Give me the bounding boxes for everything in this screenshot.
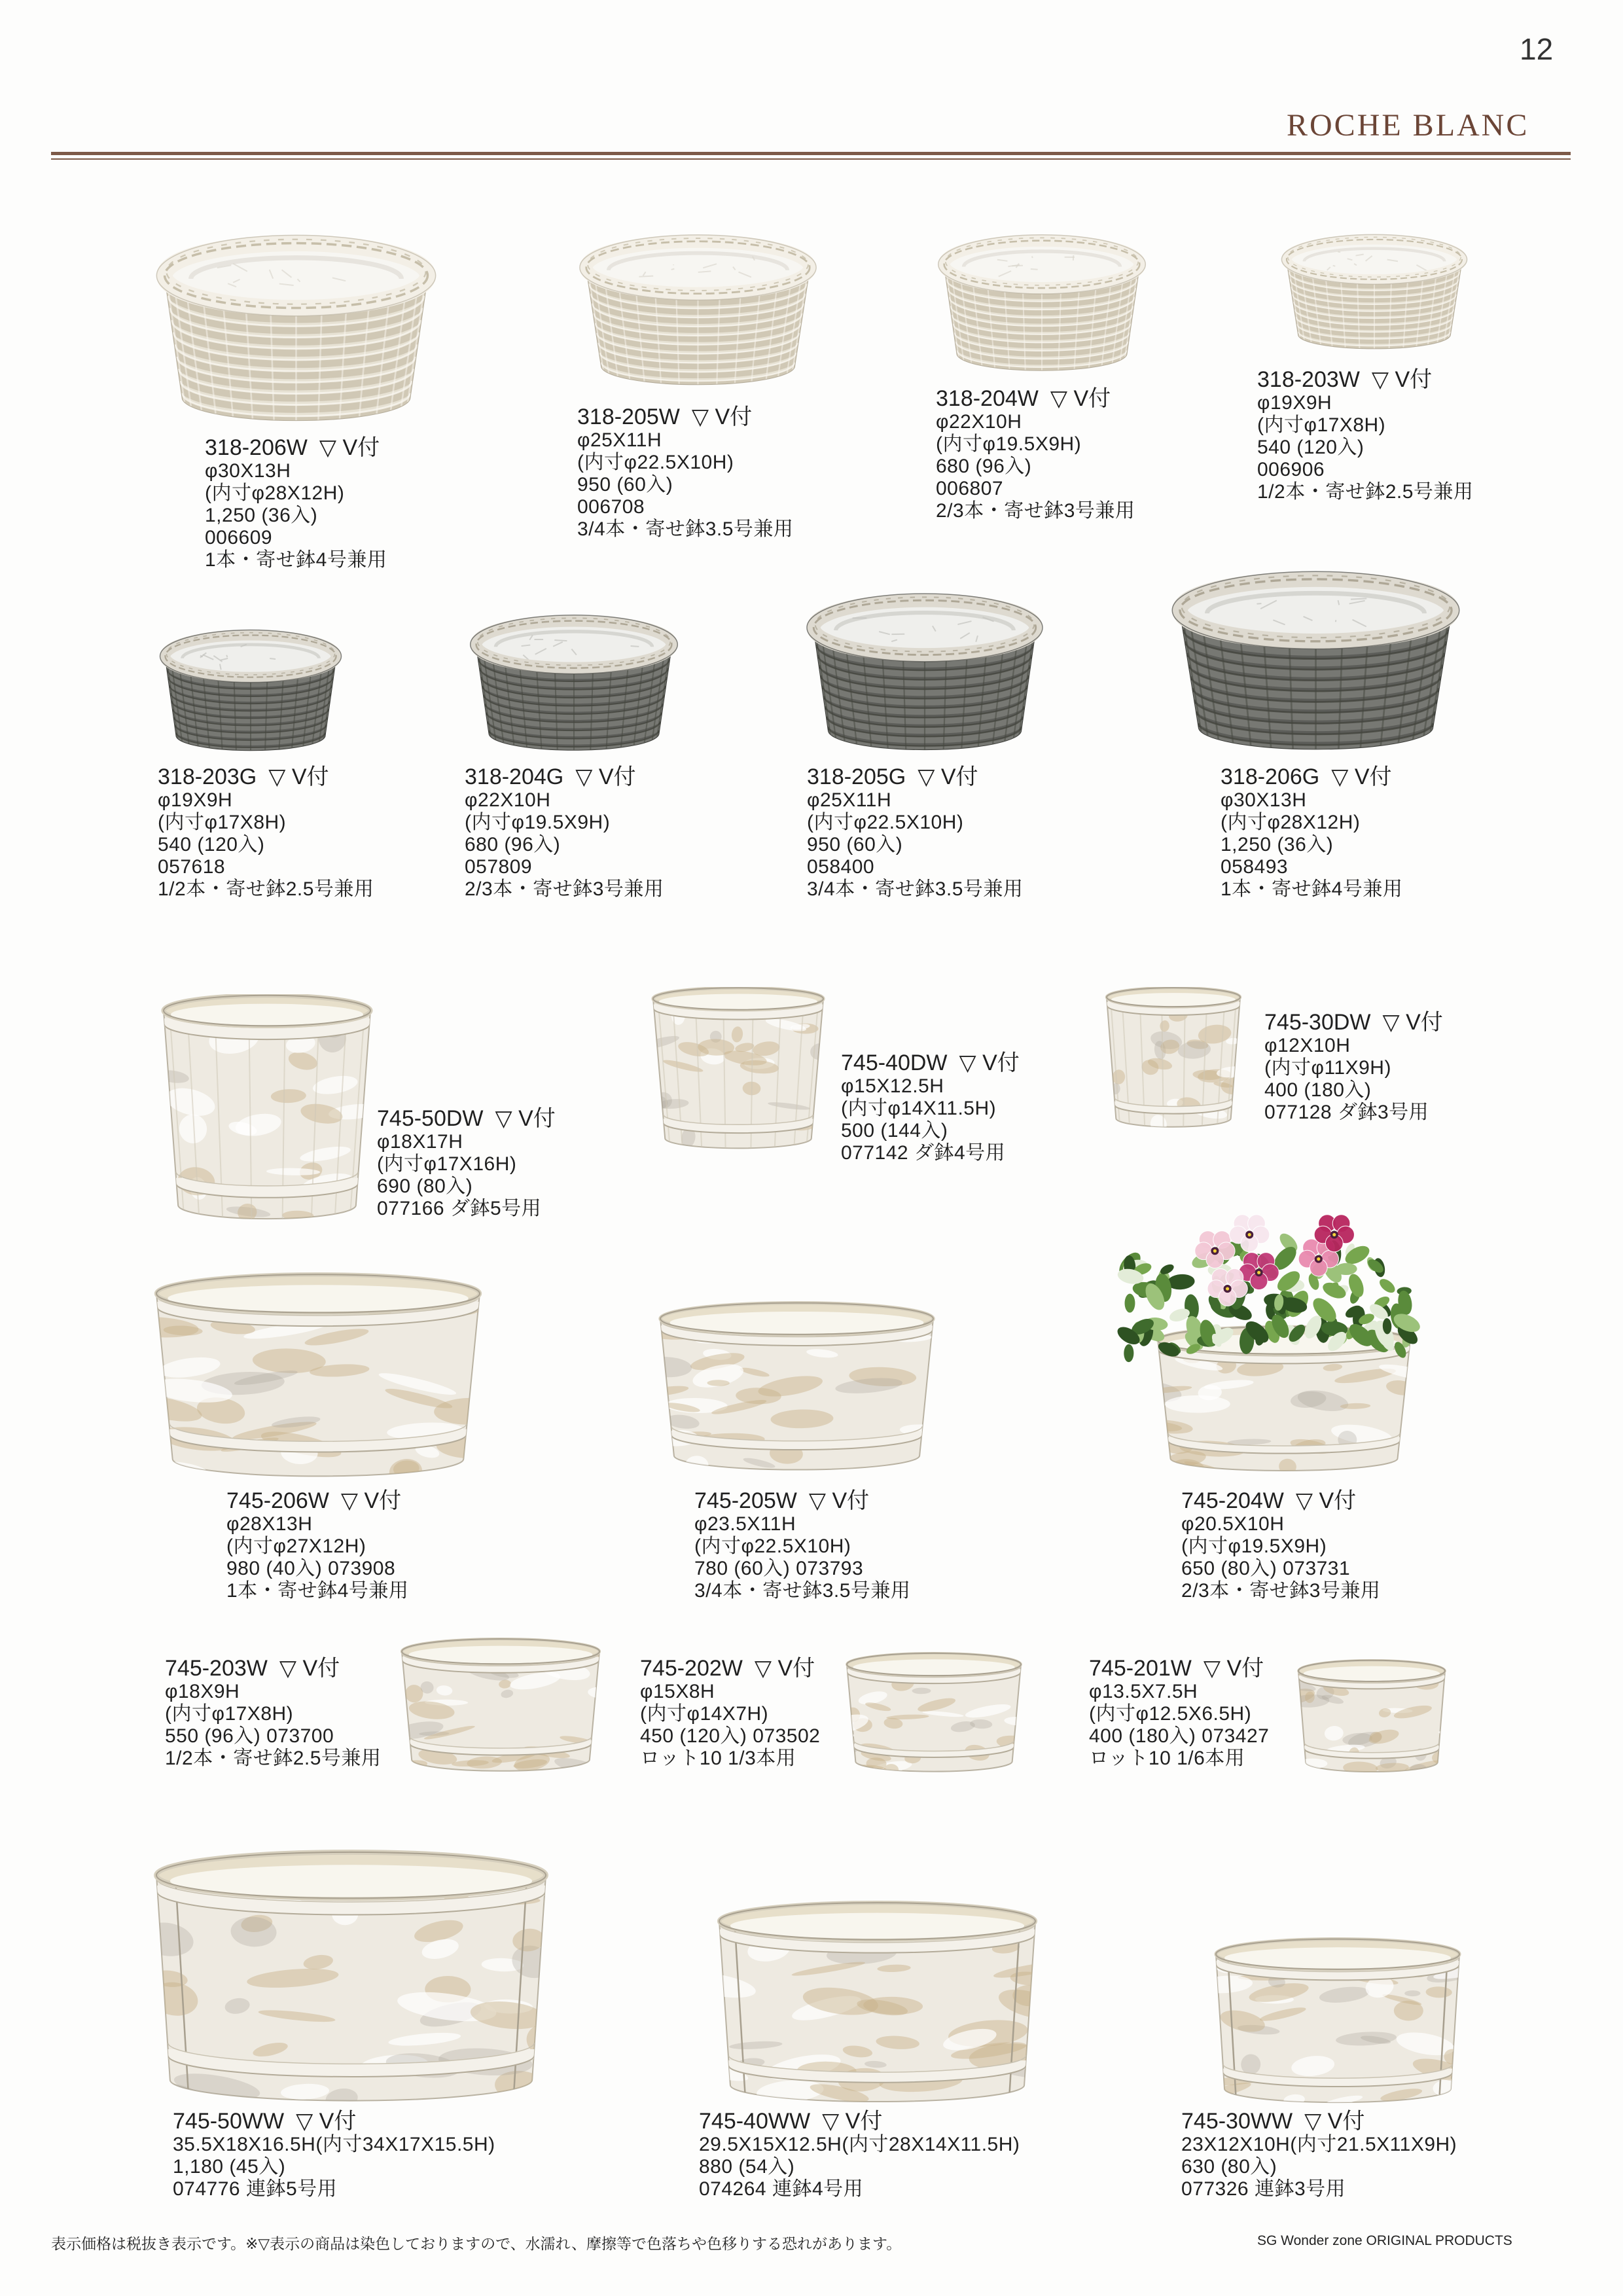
product-code-line xyxy=(173,2109,495,2134)
product-info xyxy=(173,2109,495,2200)
product-spec-line: 077128 ダ鉢3号用 xyxy=(1264,1102,1429,1123)
product-spec-line: 2/3本・寄せ鉢3号兼用 xyxy=(936,500,1135,522)
product-code: 745-206W xyxy=(226,1488,329,1513)
wicker-basket-gray-illustration xyxy=(468,614,680,753)
product-info xyxy=(1181,1488,1380,1602)
product-spec-line: 006609 xyxy=(205,527,273,548)
wicker-basket-white-illustration xyxy=(936,234,1148,373)
washed-oval-planter-illustration xyxy=(717,1901,1038,2106)
product-code: 745-30WW xyxy=(1181,2109,1293,2134)
product-spec-line: 680 (96入) xyxy=(465,834,561,855)
product-code-line xyxy=(699,2109,1020,2134)
product-spec-line: (内寸φ22.5X10H) xyxy=(694,1535,851,1557)
washed-tub-illustration xyxy=(1296,1659,1448,1776)
product-spec-line: φ22X10H xyxy=(465,789,551,811)
product-spec-line: 006708 xyxy=(577,496,645,518)
product-spec-line: 400 (180入) xyxy=(1264,1079,1372,1101)
product-code-line xyxy=(158,764,374,789)
product-photo xyxy=(399,1638,602,1776)
dyed-mark: ▽ V付 xyxy=(1050,386,1111,411)
product-photo xyxy=(577,234,819,387)
product-code-line xyxy=(1257,367,1473,392)
product-spec-line: φ15X12.5H xyxy=(841,1075,944,1097)
product-info xyxy=(377,1106,556,1220)
product-spec-line: 2/3本・寄せ鉢3号兼用 xyxy=(1181,1580,1381,1602)
brand-title: ROCHE BLANC xyxy=(1287,108,1529,143)
product-spec-line: (内寸φ14X11.5H) xyxy=(841,1098,997,1119)
product-spec-line: 450 (120入) 073502 xyxy=(640,1725,821,1747)
footer-notice: 表示価格は税抜き表示です。※▽表示の商品は染色しておりますので、水濡れ、摩擦等で色落ちや色移りする恐れがあります。 xyxy=(51,2235,902,2252)
product-spec-line: 1,180 (45入) xyxy=(173,2156,286,2178)
product-photo xyxy=(717,1901,1038,2106)
product-code-line xyxy=(226,1488,408,1513)
product-info xyxy=(1257,367,1473,503)
product-photo xyxy=(804,592,1045,753)
product-photo xyxy=(1279,234,1469,351)
product-spec-line: 3/4本・寄せ鉢3.5号兼用 xyxy=(807,878,1024,900)
product-code-line xyxy=(694,1488,910,1513)
product-code: 745-204W xyxy=(1181,1488,1284,1513)
product-info xyxy=(165,1656,381,1770)
product-spec-line: 780 (60入) 073793 xyxy=(694,1558,864,1579)
product-spec-line: 077326 連鉢3号用 xyxy=(1181,2178,1346,2200)
product-code: 318-205W xyxy=(577,404,680,429)
product-spec-line: (内寸φ28X12H) xyxy=(205,482,345,504)
product-photo xyxy=(161,994,373,1229)
dyed-mark: ▽ V付 xyxy=(754,1656,815,1681)
product-spec-line: (内寸φ11X9H) xyxy=(1264,1057,1391,1079)
dyed-mark: ▽ V付 xyxy=(340,1488,402,1513)
product-code-line xyxy=(640,1656,820,1681)
washed-tub-illustration xyxy=(154,1272,482,1484)
washed-bucket-illustration xyxy=(161,994,373,1229)
product-spec-line: 980 (40入) 073908 xyxy=(226,1558,396,1579)
product-code: 318-205G xyxy=(807,764,906,789)
product-photo xyxy=(936,234,1148,373)
product-code-line xyxy=(577,404,793,429)
dyed-mark: ▽ V付 xyxy=(918,764,978,789)
product-code: 318-203G xyxy=(158,764,257,789)
wicker-basket-gray-illustration xyxy=(158,629,344,753)
product-spec-line: 1本・寄せ鉢4号兼用 xyxy=(205,549,387,571)
product-info xyxy=(699,2109,1020,2200)
product-spec-line: 006807 xyxy=(936,478,1004,499)
product-photo xyxy=(154,1272,482,1484)
product-spec-line: (内寸φ17X8H) xyxy=(165,1703,294,1725)
product-code: 318-206G xyxy=(1221,764,1320,789)
product-spec-line: (内寸φ17X16H) xyxy=(377,1153,517,1175)
product-code-line xyxy=(165,1656,381,1681)
product-spec-line: 680 (96入) xyxy=(936,456,1032,477)
dyed-mark: ▽ V付 xyxy=(296,2109,357,2134)
dyed-mark: ▽ V付 xyxy=(1295,1488,1357,1513)
product-spec-line: 058493 xyxy=(1221,856,1289,878)
washed-tub-illustration xyxy=(844,1652,1024,1776)
dyed-mark: ▽ V付 xyxy=(1203,1656,1264,1681)
product-code-line xyxy=(1221,764,1402,789)
product-info xyxy=(226,1488,408,1602)
product-spec-line: φ19X9H xyxy=(1257,392,1332,414)
product-spec-line: 057809 xyxy=(465,856,533,878)
wicker-basket-gray-illustration xyxy=(1169,570,1462,753)
product-spec-line: 540 (120入) xyxy=(1257,437,1364,458)
product-spec-line: φ30X13H xyxy=(205,460,291,482)
product-spec-line: 1/2本・寄せ鉢2.5号兼用 xyxy=(158,878,374,900)
product-photo xyxy=(844,1652,1024,1776)
wicker-basket-white-illustration xyxy=(154,234,438,424)
header-rule xyxy=(51,152,1571,160)
product-code-line xyxy=(1181,2109,1457,2134)
footer-company: SG Wonder zone ORIGINAL PRODUCTS xyxy=(1257,2233,1512,2248)
dyed-mark: ▽ V付 xyxy=(1331,764,1392,789)
washed-tub-illustration xyxy=(658,1301,936,1477)
product-spec-line: (内寸φ19.5X9H) xyxy=(936,433,1082,455)
product-info xyxy=(158,764,374,901)
product-code: 745-203W xyxy=(165,1656,268,1681)
product-photo xyxy=(1213,1937,1462,2106)
washed-tub-with-flowers-illustration xyxy=(1111,1206,1425,1477)
product-spec-line: (内寸φ14X7H) xyxy=(640,1703,769,1725)
product-code: 745-40WW xyxy=(699,2109,811,2134)
product-code: 318-203W xyxy=(1257,367,1360,392)
product-spec-line: φ15X8H xyxy=(640,1681,715,1702)
dyed-mark: ▽ V付 xyxy=(1304,2109,1365,2134)
product-spec-line: 1/2本・寄せ鉢2.5号兼用 xyxy=(1257,481,1474,503)
product-code-line xyxy=(205,435,387,460)
product-code: 745-30DW xyxy=(1264,1010,1371,1035)
product-spec-line: (内寸φ27X12H) xyxy=(226,1535,366,1557)
washed-bucket-illustration xyxy=(1104,987,1243,1133)
product-spec-line: 35.5X18X16.5H(内寸34X17X15.5H) xyxy=(173,2134,495,2155)
product-spec-line: φ19X9H xyxy=(158,789,233,811)
product-code-line xyxy=(1089,1656,1269,1681)
product-spec-line: φ30X13H xyxy=(1221,789,1307,811)
product-info xyxy=(205,435,387,571)
product-spec-line: 540 (120入) xyxy=(158,834,265,855)
product-code-line xyxy=(807,764,1023,789)
product-spec-line: 057618 xyxy=(158,856,226,878)
product-spec-line: φ18X9H xyxy=(165,1681,240,1702)
product-photo xyxy=(468,614,680,753)
product-code: 745-201W xyxy=(1089,1656,1192,1681)
product-spec-line: 880 (54入) xyxy=(699,2156,795,2178)
product-info xyxy=(1264,1010,1443,1124)
page-number: 12 xyxy=(1520,32,1554,66)
product-code: 745-50WW xyxy=(173,2109,285,2134)
product-photo xyxy=(658,1301,936,1477)
product-spec-line: 1,250 (36入) xyxy=(1221,834,1334,855)
product-photo xyxy=(1111,1206,1425,1477)
dyed-mark: ▽ V付 xyxy=(279,1656,340,1681)
product-spec-line: ロット10 1/3本用 xyxy=(640,1748,796,1769)
product-code: 745-202W xyxy=(640,1656,743,1681)
product-info xyxy=(1221,764,1402,901)
dyed-mark: ▽ V付 xyxy=(808,1488,870,1513)
product-spec-line: 29.5X15X12.5H(内寸28X14X11.5H) xyxy=(699,2134,1020,2155)
dyed-mark: ▽ V付 xyxy=(691,404,753,429)
product-spec-line: (内寸φ19.5X9H) xyxy=(465,812,611,833)
product-spec-line: φ12X10H xyxy=(1264,1035,1351,1056)
product-info xyxy=(1181,2109,1457,2200)
dyed-mark: ▽ V付 xyxy=(495,1106,556,1131)
wicker-basket-gray-illustration xyxy=(804,592,1045,753)
product-spec-line: 23X12X10H(内寸21.5X11X9H) xyxy=(1181,2134,1457,2155)
product-spec-line: 3/4本・寄せ鉢3.5号兼用 xyxy=(694,1580,911,1602)
product-code-line xyxy=(465,764,664,789)
product-spec-line: 1/2本・寄せ鉢2.5号兼用 xyxy=(165,1748,382,1769)
product-info xyxy=(694,1488,910,1602)
product-spec-line: 950 (60入) xyxy=(577,474,673,495)
product-spec-line: (内寸φ12.5X6.5H) xyxy=(1089,1703,1252,1725)
product-code: 318-204W xyxy=(936,386,1039,411)
product-info xyxy=(577,404,793,541)
product-info xyxy=(465,764,664,901)
product-spec-line: 500 (144入) xyxy=(841,1120,948,1141)
product-photo xyxy=(1169,570,1462,753)
product-info xyxy=(936,386,1135,522)
product-spec-line: (内寸φ22.5X10H) xyxy=(577,452,734,473)
product-code: 318-206W xyxy=(205,435,308,460)
product-spec-line: (内寸φ22.5X10H) xyxy=(807,812,964,833)
product-spec-line: 074264 連鉢4号用 xyxy=(699,2178,864,2200)
product-spec-line: 630 (80入) xyxy=(1181,2156,1277,2178)
product-spec-line: 1本・寄せ鉢4号兼用 xyxy=(226,1580,409,1602)
product-photo xyxy=(154,234,438,424)
product-spec-line: 074776 連鉢5号用 xyxy=(173,2178,338,2200)
wicker-basket-white-illustration xyxy=(1279,234,1469,351)
product-code-line xyxy=(841,1050,1020,1075)
product-spec-line: 950 (60入) xyxy=(807,834,903,855)
dyed-mark: ▽ V付 xyxy=(1382,1010,1443,1035)
dyed-mark: ▽ V付 xyxy=(1371,367,1433,392)
product-code: 745-40DW xyxy=(841,1050,948,1075)
dyed-mark: ▽ V付 xyxy=(268,764,329,789)
product-info xyxy=(807,764,1023,901)
washed-oval-planter-illustration xyxy=(154,1850,548,2106)
product-spec-line: φ20.5X10H xyxy=(1181,1513,1285,1535)
product-code: 318-204G xyxy=(465,764,564,789)
product-spec-line: φ28X13H xyxy=(226,1513,313,1535)
product-spec-line: ロット10 1/6本用 xyxy=(1089,1748,1245,1769)
product-spec-line: φ13.5X7.5H xyxy=(1089,1681,1198,1702)
product-spec-line: (内寸φ17X8H) xyxy=(1257,414,1386,436)
product-spec-line: 550 (96入) 073700 xyxy=(165,1725,334,1747)
product-photo xyxy=(154,1850,548,2106)
product-spec-line: 3/4本・寄せ鉢3.5号兼用 xyxy=(577,518,794,540)
dyed-mark: ▽ V付 xyxy=(959,1050,1020,1075)
product-spec-line: 077142 ダ鉢4号用 xyxy=(841,1142,1006,1164)
product-info xyxy=(841,1050,1020,1164)
product-photo xyxy=(158,629,344,753)
product-spec-line: 2/3本・寄せ鉢3号兼用 xyxy=(465,878,664,900)
product-code: 745-205W xyxy=(694,1488,797,1513)
product-info xyxy=(1089,1656,1269,1770)
product-code-line xyxy=(936,386,1135,411)
washed-tub-illustration xyxy=(399,1638,602,1776)
dyed-mark: ▽ V付 xyxy=(575,764,636,789)
product-spec-line: φ18X17H xyxy=(377,1131,463,1153)
product-spec-line: φ22X10H xyxy=(936,411,1022,433)
product-spec-line: 006906 xyxy=(1257,459,1325,480)
washed-oval-planter-illustration xyxy=(1213,1937,1462,2106)
wicker-basket-white-illustration xyxy=(577,234,819,387)
product-spec-line: 650 (80入) 073731 xyxy=(1181,1558,1351,1579)
product-spec-line: 400 (180入) 073427 xyxy=(1089,1725,1270,1747)
dyed-mark: ▽ V付 xyxy=(822,2109,883,2134)
product-spec-line: φ25X11H xyxy=(577,429,662,451)
product-spec-line: 077166 ダ鉢5号用 xyxy=(377,1198,542,1219)
product-spec-line: 690 (80入) xyxy=(377,1175,473,1197)
dyed-mark: ▽ V付 xyxy=(319,435,380,460)
product-code: 745-50DW xyxy=(377,1106,484,1131)
product-spec-line: 1,250 (36入) xyxy=(205,505,318,526)
product-spec-line: (内寸φ28X12H) xyxy=(1221,812,1361,833)
product-code-line xyxy=(1264,1010,1443,1035)
product-info xyxy=(640,1656,820,1770)
product-code-line xyxy=(1181,1488,1380,1513)
product-photo xyxy=(651,987,826,1155)
product-spec-line: 058400 xyxy=(807,856,875,878)
product-spec-line: φ23.5X11H xyxy=(694,1513,796,1535)
product-spec-line: 1本・寄せ鉢4号兼用 xyxy=(1221,878,1403,900)
washed-bucket-illustration xyxy=(651,987,826,1155)
product-photo xyxy=(1296,1659,1448,1776)
product-spec-line: φ25X11H xyxy=(807,789,892,811)
product-spec-line: (内寸φ19.5X9H) xyxy=(1181,1535,1327,1557)
product-spec-line: (内寸φ17X8H) xyxy=(158,812,287,833)
product-photo xyxy=(1104,987,1243,1133)
product-code-line xyxy=(377,1106,556,1131)
